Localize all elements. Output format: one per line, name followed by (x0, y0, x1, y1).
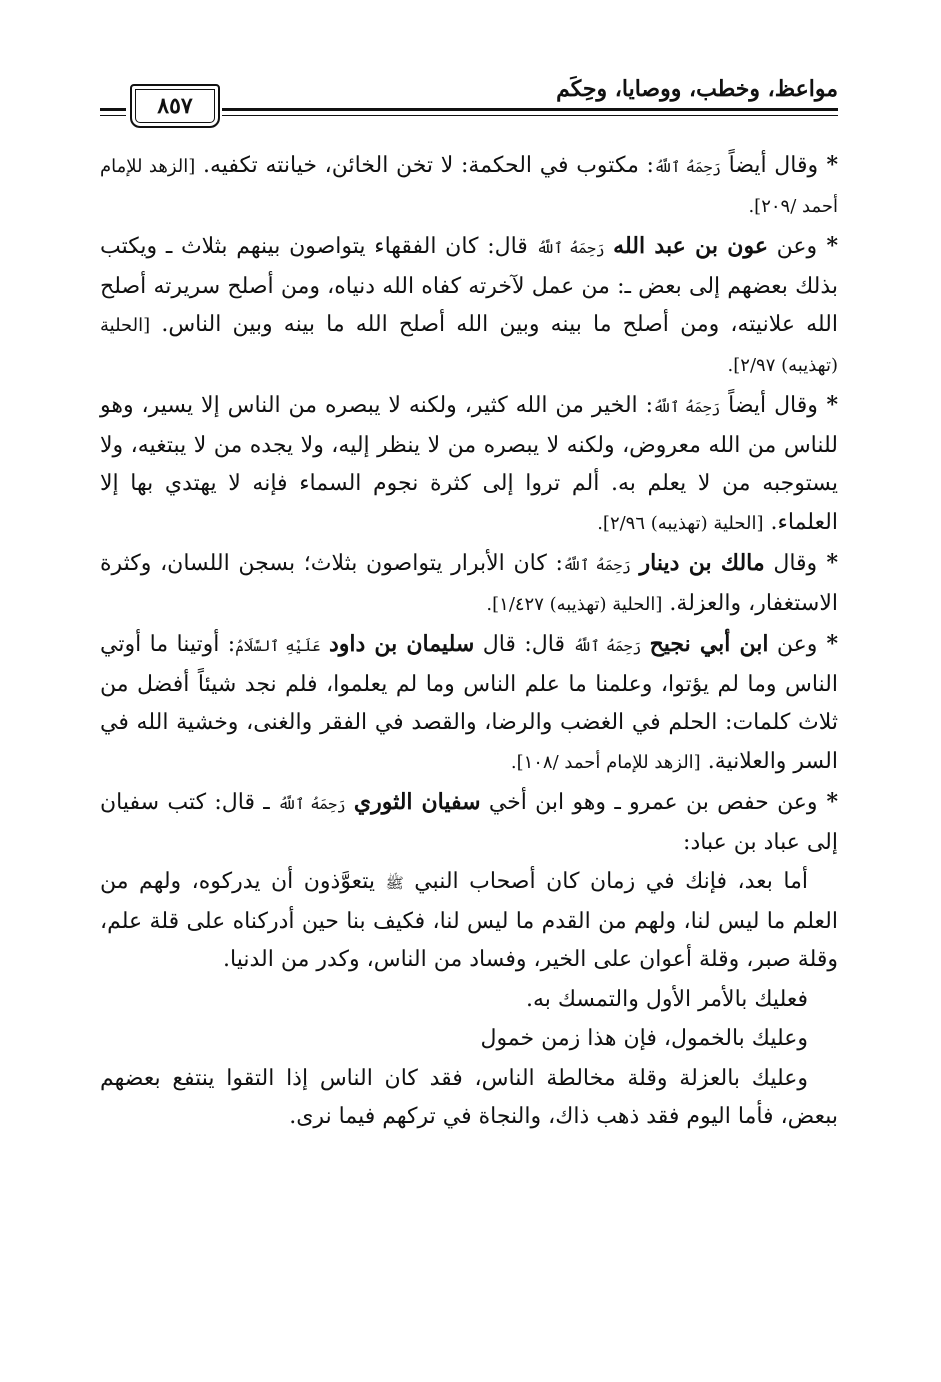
paragraph-text (321, 632, 329, 657)
page-header (100, 72, 838, 122)
person-name: مالك بن دينار (639, 550, 765, 576)
paragraph-text: وقال أيضاً (720, 153, 819, 178)
citation-reference: [الحلية (تهذيبه) ٢/٩٦]. (597, 512, 764, 534)
paragraph (100, 981, 838, 1020)
paragraph-text (346, 790, 354, 815)
honorific-phrase: رَحِمَهُ ٱللَّهُ (573, 637, 642, 655)
honorific-phrase: رَحِمَهُ ٱللَّهُ (562, 556, 631, 574)
paragraph (100, 863, 838, 980)
person-name: سليمان بن داود (328, 631, 475, 657)
paragraph-text (604, 234, 613, 259)
header-rule-left (100, 108, 126, 116)
paragraph (100, 625, 838, 782)
paragraph (100, 1060, 838, 1137)
paragraph-text: وقال أيضاً (720, 393, 818, 418)
honorific-phrase: رَحِمَهُ ٱللَّهُ (536, 239, 605, 257)
page-number: ٨٥٧ (157, 93, 193, 119)
paragraph-text: يتعوَّذون أن يدركوه، ولهم من العلم ما ليس لنا، ولهم من القدم ما ليس لنا، فكيف بنا حين أدركناه على قلة علم، وقلة صبر، وقلة أعوان على الخير، وفساد من الناس، وكدر من الدنيا. (100, 869, 838, 972)
honorific-phrase: رَحِمَهُ ٱللَّهُ (653, 398, 721, 416)
page-body (100, 146, 838, 1138)
bullet-star: * (817, 550, 839, 576)
paragraph (100, 146, 838, 226)
citation-reference: [الزهد للإمام أحمد /١٠٨]. (510, 751, 701, 773)
paragraph-text: : الخير من الله كثير، ولكنه لا يبصره من الناس إلا يسير، وهو للناس من الله معروض، ولكنه لا يبصره من لا ينظر إليه، ولا يجده من لا يبتغيه، ولا يستوجبه من لا يعلم به. ألم تروا إلى كثرة نجوم السماء فإنه لا يهتدي بها إلا العلماء. (100, 393, 838, 535)
paragraph-text: وعن (767, 234, 818, 259)
paragraph (100, 783, 838, 862)
paragraph-text (641, 632, 649, 657)
paragraph-text: وقال (764, 551, 818, 576)
paragraph (100, 1020, 838, 1059)
paragraph-text (631, 551, 640, 576)
paragraph (100, 544, 838, 624)
header-rule (222, 108, 838, 116)
honorific-phrase: ﷺ (385, 874, 404, 892)
paragraph-text: قال: كان الفقهاء يتواصون بينهم بثلاث ـ ويكتب بذلك بعضهم إلى بعض ـ: من عمل لآخرته كفاه الله دنياه، ومن أصلح سريرته أصلح الله علانيته، ومن أصلح ما بينه وبين الله أصلح الله ما بينه وبين الناس. (100, 234, 838, 337)
paragraph-text: أما بعد، فإنك في زمان كان أصحاب النبي (403, 869, 809, 894)
paragraph (100, 227, 838, 385)
paragraph-text: : مكتوب في الحكمة: لا تخن الخائن، خيانته تكفيه. (195, 153, 654, 178)
honorific-phrase: رَحِمَهُ ٱللَّهُ (277, 795, 346, 813)
paragraph-text: ـ قال: كتب سفيان إلى عباد بن عباد: (100, 790, 838, 855)
bullet-star: * (817, 789, 839, 815)
person-name: سفيان الثوري (353, 789, 481, 815)
bullet-star: * (817, 233, 838, 259)
paragraph-text: : أوتينا ما أوتي الناس وما لم يؤتوا، وعلمنا ما علم الناس وما لم يعلموا، فلم نجد شيئاً أفضل من ثلاث كلمات: الحلم في الغضب والرضا، والقصد في الفقر والغنى، وخشية الله في السر والعلانية. (100, 632, 838, 774)
paragraph-text: وعن حفص بن عمرو ـ وهو ابن أخي (480, 790, 818, 815)
paragraph-text: فعليك بالأمر الأول والتمسك به. (525, 986, 808, 1012)
person-name: عون بن عبد الله (613, 233, 768, 259)
paragraph-text: قال: قال (474, 632, 574, 657)
person-name: ابن أبي نجيح (649, 631, 769, 657)
honorific-phrase: رَحِمَهُ ٱللَّهُ (653, 158, 721, 176)
paragraph-text: وعليك بالخمول، فإن هذا زمن خمول (480, 1026, 808, 1051)
bullet-star: * (817, 392, 838, 418)
bullet-star: * (818, 152, 838, 178)
paragraph-text: وعليك بالعزلة وقلة مخالطة الناس، فقد كان الناس إذا التقوا ينتفع بعضهم ببعض، فأما اليوم فقد ذهب ذاك، والنجاة في تركهم فيما نرى. (100, 1065, 838, 1129)
paragraph (100, 386, 838, 543)
paragraph-text: : كان الأبرار يتواصون بثلاث؛ بسجن اللسان، وكثرة الاستغفار، والعزلة. (100, 551, 838, 616)
page-number-frame (130, 84, 220, 128)
citation-reference: [الحلية (تهذيبه) ١/٤٢٧]. (486, 593, 663, 615)
bullet-star: * (817, 631, 839, 657)
citation-reference: [الزهد للإمام أحمد /٢٠٩]. (100, 156, 838, 217)
running-title: مواعظ، وخطب، ووصايا، وحِكَم (556, 76, 838, 102)
citation-reference: [الحلية (تهذيبه) ٢/٩٧]. (100, 315, 838, 376)
honorific-phrase: عَلَيْهِ ٱلسَّلَامُ (235, 637, 321, 655)
paragraph-text: وعن (768, 632, 818, 657)
